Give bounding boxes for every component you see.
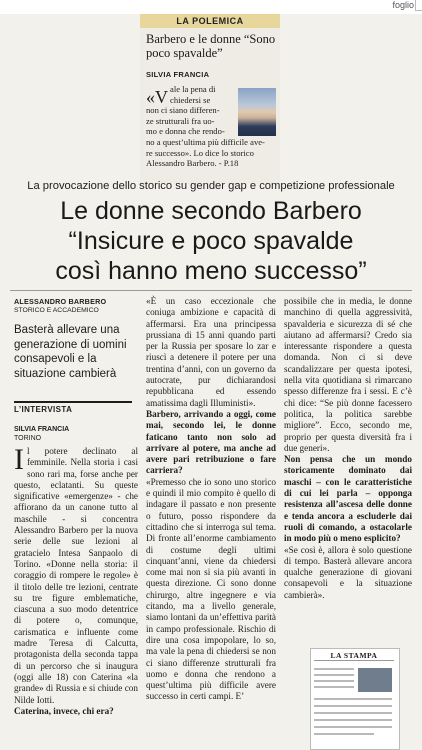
headline-line: così hanno meno successo” [55,257,367,285]
body-text: possibile che in media, le donne manchino di quella aggressività, spavalderia e sicurezza di sé che aiutano ad affermarsi? Credo sia interessante rispondere a questa domanda. Non ci si deve scandalizzare per questa ipotesi, nella vita quotidiana si rimarcano spesso differenze fra i sessi. E c’è chi dice: “Se più donne facessero politica, la politica sarebbe migliore”. Ecco, secondo me, proprio per questa diversità fra i due generi». [284,296,412,453]
body-text: «È un caso eccezionale che coniuga ambizione e capacità di affermarsi. Era una principessa prussiana di 15 anni quando parti per la Russia per sposare lo zar e riuscì a detenere il potere per una trentina d’anni, con un governo da autocrate, pur dichiarandosi repubblicana ed essendo amatissima dagli Illuministi». [146,296,276,408]
corner-box [415,0,422,11]
thumbnail-image [358,668,392,692]
body-column-2 [146,296,276,703]
body-column-1 [14,443,138,717]
thumbnail-text-line [314,668,354,670]
body-text: l potere declinato al femminile. Nella storia i casi sono rari ma, forse anche per questo, eclatanti. Su queste significative «emergenze» - che affiorano da un canone tutto al maschile - si concentra Alessandro Barbero per la nuova serie delle sue lezioni al gratacielo Intesa Sanpaolo di Torino. «Donne nella storia: il coraggio di rompere le regole» è il titolo delle tre lezioni, centrate su tre figure emblematiche, ciascuna a suo modo detentrice di potere o, comunque, carismatica e influente come madre Teresa di Calcutta, protagonista della seconda tappa di un percorso che si inaugura (oggi alle 18) con Caterina «la grande» di Russia e si chiude con Nilde Iotti. [14,446,138,705]
thumbnail-text-line [314,733,374,735]
question: Caterina, invece, chi era? [14,705,114,716]
thumbnail-masthead: LA STAMPA [314,651,394,661]
polemica-title: Barbero e le donne “Sono poco spavalde” [146,32,276,60]
headline-line: “Insicure e poco spavalde [68,227,354,255]
thumbnail-text-line [314,712,392,714]
byline: SILVIA FRANCIA [14,426,70,433]
thumbnail-text-line [314,719,392,721]
thumbnail-text-line [314,698,392,700]
quote-line: non ci siano differen- [146,105,220,116]
quote-line: re successo». Lo dice lo storico [146,147,254,158]
quote-line: ze strutturali fra uo- [146,115,215,126]
divider [10,290,412,291]
article-headline [0,196,422,286]
byline-place: TORINO [14,435,42,442]
interviewee-role: STORICO E ACCADEMICO [14,307,99,314]
thumbnail-text-line [314,674,354,676]
polemica-quote [146,84,278,169]
headline-line: Le donne secondo Barbero [60,197,362,225]
question: Non pensa che un mondo storicamente dominato dai maschi – con le caratteristiche di cui lei parla – opponga resistenza all’ascesa delle donne e tenda ancora a escluderle dai ruoli di comando, a ostacolarle in modo più o meno esplicito? [284,454,412,544]
page-tag: foglio [392,0,414,10]
polemica-kicker: LA POLEMICA [140,14,280,28]
thumbnail-text-line [314,686,354,688]
quote-line: mo e donna che rendo- [146,126,225,137]
quote-lead: «V [146,87,168,107]
body-column-3 [284,296,412,601]
drop-cap: I [14,443,24,476]
polemica-author: SILVIA FRANCIA [146,70,210,79]
pull-quote: Basterà allevare una generazione di uomini consapevoli e la situazione cambierà [14,324,127,380]
thumbnail-text-line [314,726,392,728]
body-text: «Premesso che io sono uno storico e quindi il mio compito è quello di indagare il passato e non presente o futuro, posso rispondere da cittadino che si interroga sul tema. Di fronte all’enorme cambiamento di costume degli ultimi cinquant’anni, viene da chiedersi come mai non si sia più avanti in questa direzione. Ci sono donne chirurgo, altre ingegnere e via citando, ma a livello generale, siamo lontani da un’effettiva parità in campo professionale. Rischio di dire una cosa impopolare, lo so, ma vale la pena di chiedersi se non ci siano differenze strutturali fra uomo e donna che rendono a quest’ultima più difficile avere successo in certi campi. E’ [146,476,276,702]
quote-line: Alessandro Barbero. - P.18 [146,158,239,169]
quote-line: ale la pena di [170,84,216,94]
quote-line: no a quest’ultima più difficile ave- [146,136,265,147]
top-strip [0,0,422,14]
quote-line: chiedersi se [170,94,211,105]
body-text: «Se così è, allora è solo questione di tempo. Basterà allevare ancora qualche generazione di giovani consapevoli e la situazione cambierà». [284,544,412,600]
section-label: L’INTERVISTA [14,401,132,414]
thumbnail-text-line [314,705,392,707]
interviewee-name: ALESSANDRO BARBERO [14,297,107,306]
question: Barbero, arrivando a oggi, come mai, secondo lei, le donne faticano tanto non solo ad arrivare al potere, ma anche ad avere pari retribuzione o fare carriera? [146,408,276,476]
thumbnail-text-line [314,680,354,682]
article-kicker: La provocazione dello storico su gender gap e competizione professionale [27,180,395,192]
